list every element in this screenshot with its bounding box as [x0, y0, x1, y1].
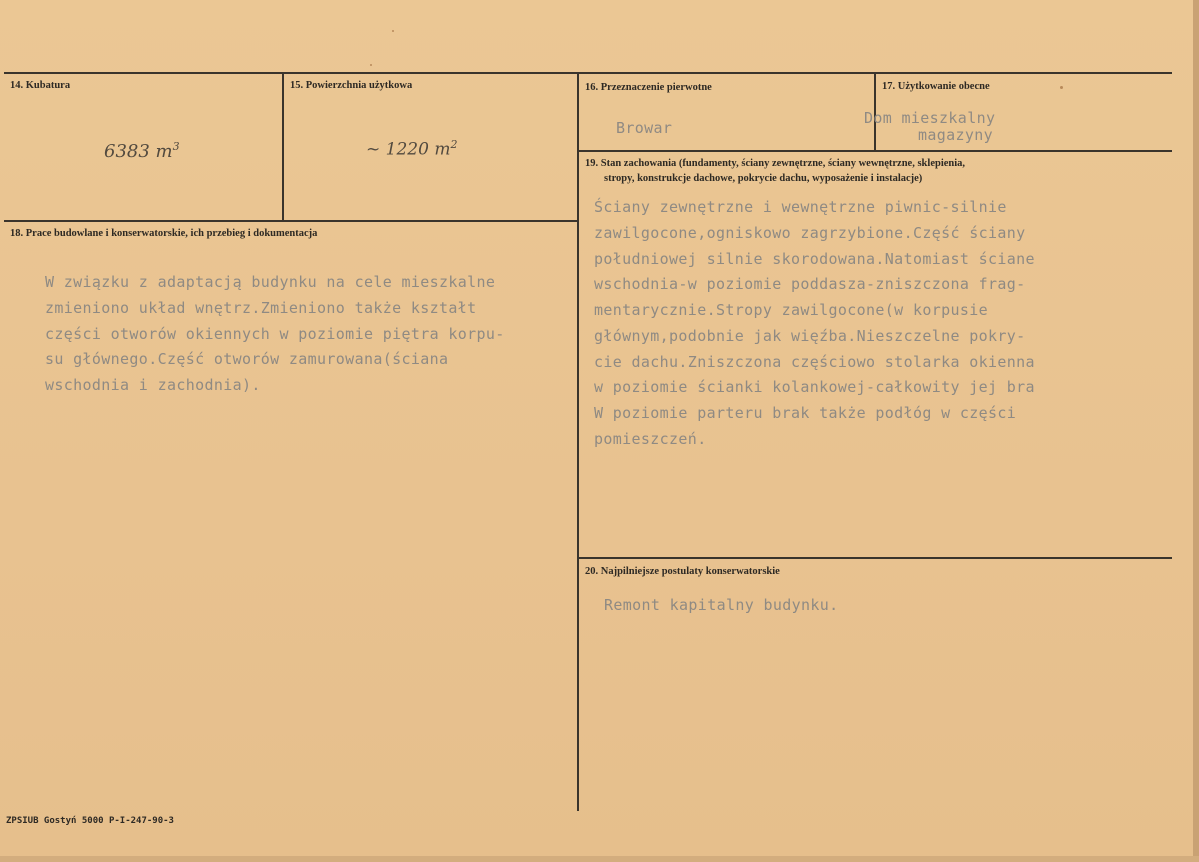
stan-line: głównym,podobnie jak więźba.Nieszczelne pokry-	[594, 327, 1026, 345]
uzytkowanie-line-2: magazyny	[918, 126, 994, 144]
prace-line: części otworów okiennych w poziomie piętra korpu-	[45, 325, 505, 343]
prace-line: W związku z adaptacją budynku na cele mieszkalne	[45, 273, 496, 291]
stan-label-line-2: stropy, konstrukcje dachowe, pokrycie dachu, wyposażenie i instalacje)	[604, 173, 923, 184]
divider-main	[577, 73, 579, 811]
paper-speck	[1060, 86, 1063, 89]
prace-line: zmieniono układ wnętrz.Zmieniono także kształt	[45, 299, 477, 317]
stan-line: cie dachu.Zniszczona częściowo stolarka okienna	[594, 353, 1035, 371]
rule-left-mid	[4, 220, 577, 222]
stan-label-line-1: 19. Stan zachowania (fundamenty, ściany zewnętrzne, ściany wewnętrzne, sklepienia,	[585, 158, 966, 169]
paper-speck	[392, 30, 394, 32]
print-imprint: ZPSIUB Gostyń 5000 P-I-247-90-3	[6, 816, 174, 826]
postulaty-label: 20. Najpilniejsze postulaty konserwatorskie	[585, 566, 780, 577]
powierzchnia-exponent: 2	[450, 138, 458, 151]
paper-speck	[370, 64, 372, 66]
stan-line: zawilgocone,ogniskowo zagrzybione.Część ściany	[594, 224, 1026, 242]
stan-line: w poziomie ścianki kolankowej-całkowity jej bra	[594, 378, 1035, 396]
rule-right-lower	[577, 557, 1172, 559]
uzytkowanie-line-1: Dom mieszkalny	[864, 109, 996, 127]
przeznaczenie-label: 16. Przeznaczenie pierwotne	[585, 82, 712, 93]
powierzchnia-label: 15. Powierzchnia użytkowa	[290, 80, 413, 91]
divider-14-15	[282, 73, 284, 221]
postulaty-value: Remont kapitalny budynku.	[604, 596, 839, 614]
prace-label: 18. Prace budowlane i konserwatorskie, ich przebieg i dokumentacja	[10, 228, 318, 239]
przeznaczenie-value: Browar	[616, 119, 673, 137]
stan-line: pomieszczeń.	[594, 430, 707, 448]
stan-line: południowej silnie skorodowana.Natomiast ściane	[594, 250, 1035, 268]
kubatura-label: 14. Kubatura	[10, 80, 71, 91]
uzytkowanie-label: 17. Użytkowanie obecne	[882, 81, 990, 92]
stan-line: Ściany zewnętrzne i wewnętrzne piwnic-silnie	[594, 198, 1007, 216]
card-edge-right	[1193, 0, 1199, 862]
powierzchnia-number: ~ 1220 m	[366, 139, 451, 160]
card-edge-bottom	[0, 856, 1199, 862]
top-rule	[4, 72, 1172, 74]
prace-line: su głównego.Część otworów zamurowana(ściana	[45, 350, 449, 368]
stan-line: mentarycznie.Stropy zawilgocone(w korpusie	[594, 301, 988, 319]
stan-line: wschodnia-w poziomie poddasza-zniszczona frag-	[594, 275, 1026, 293]
powierzchnia-value	[366, 138, 457, 160]
kubatura-exponent: 3	[172, 140, 180, 153]
kubatura-value	[104, 140, 180, 162]
kubatura-number: 6383 m	[104, 141, 173, 162]
stan-line: W poziomie parteru brak także podłóg w części	[594, 404, 1017, 422]
prace-line: wschodnia i zachodnia).	[45, 376, 261, 394]
